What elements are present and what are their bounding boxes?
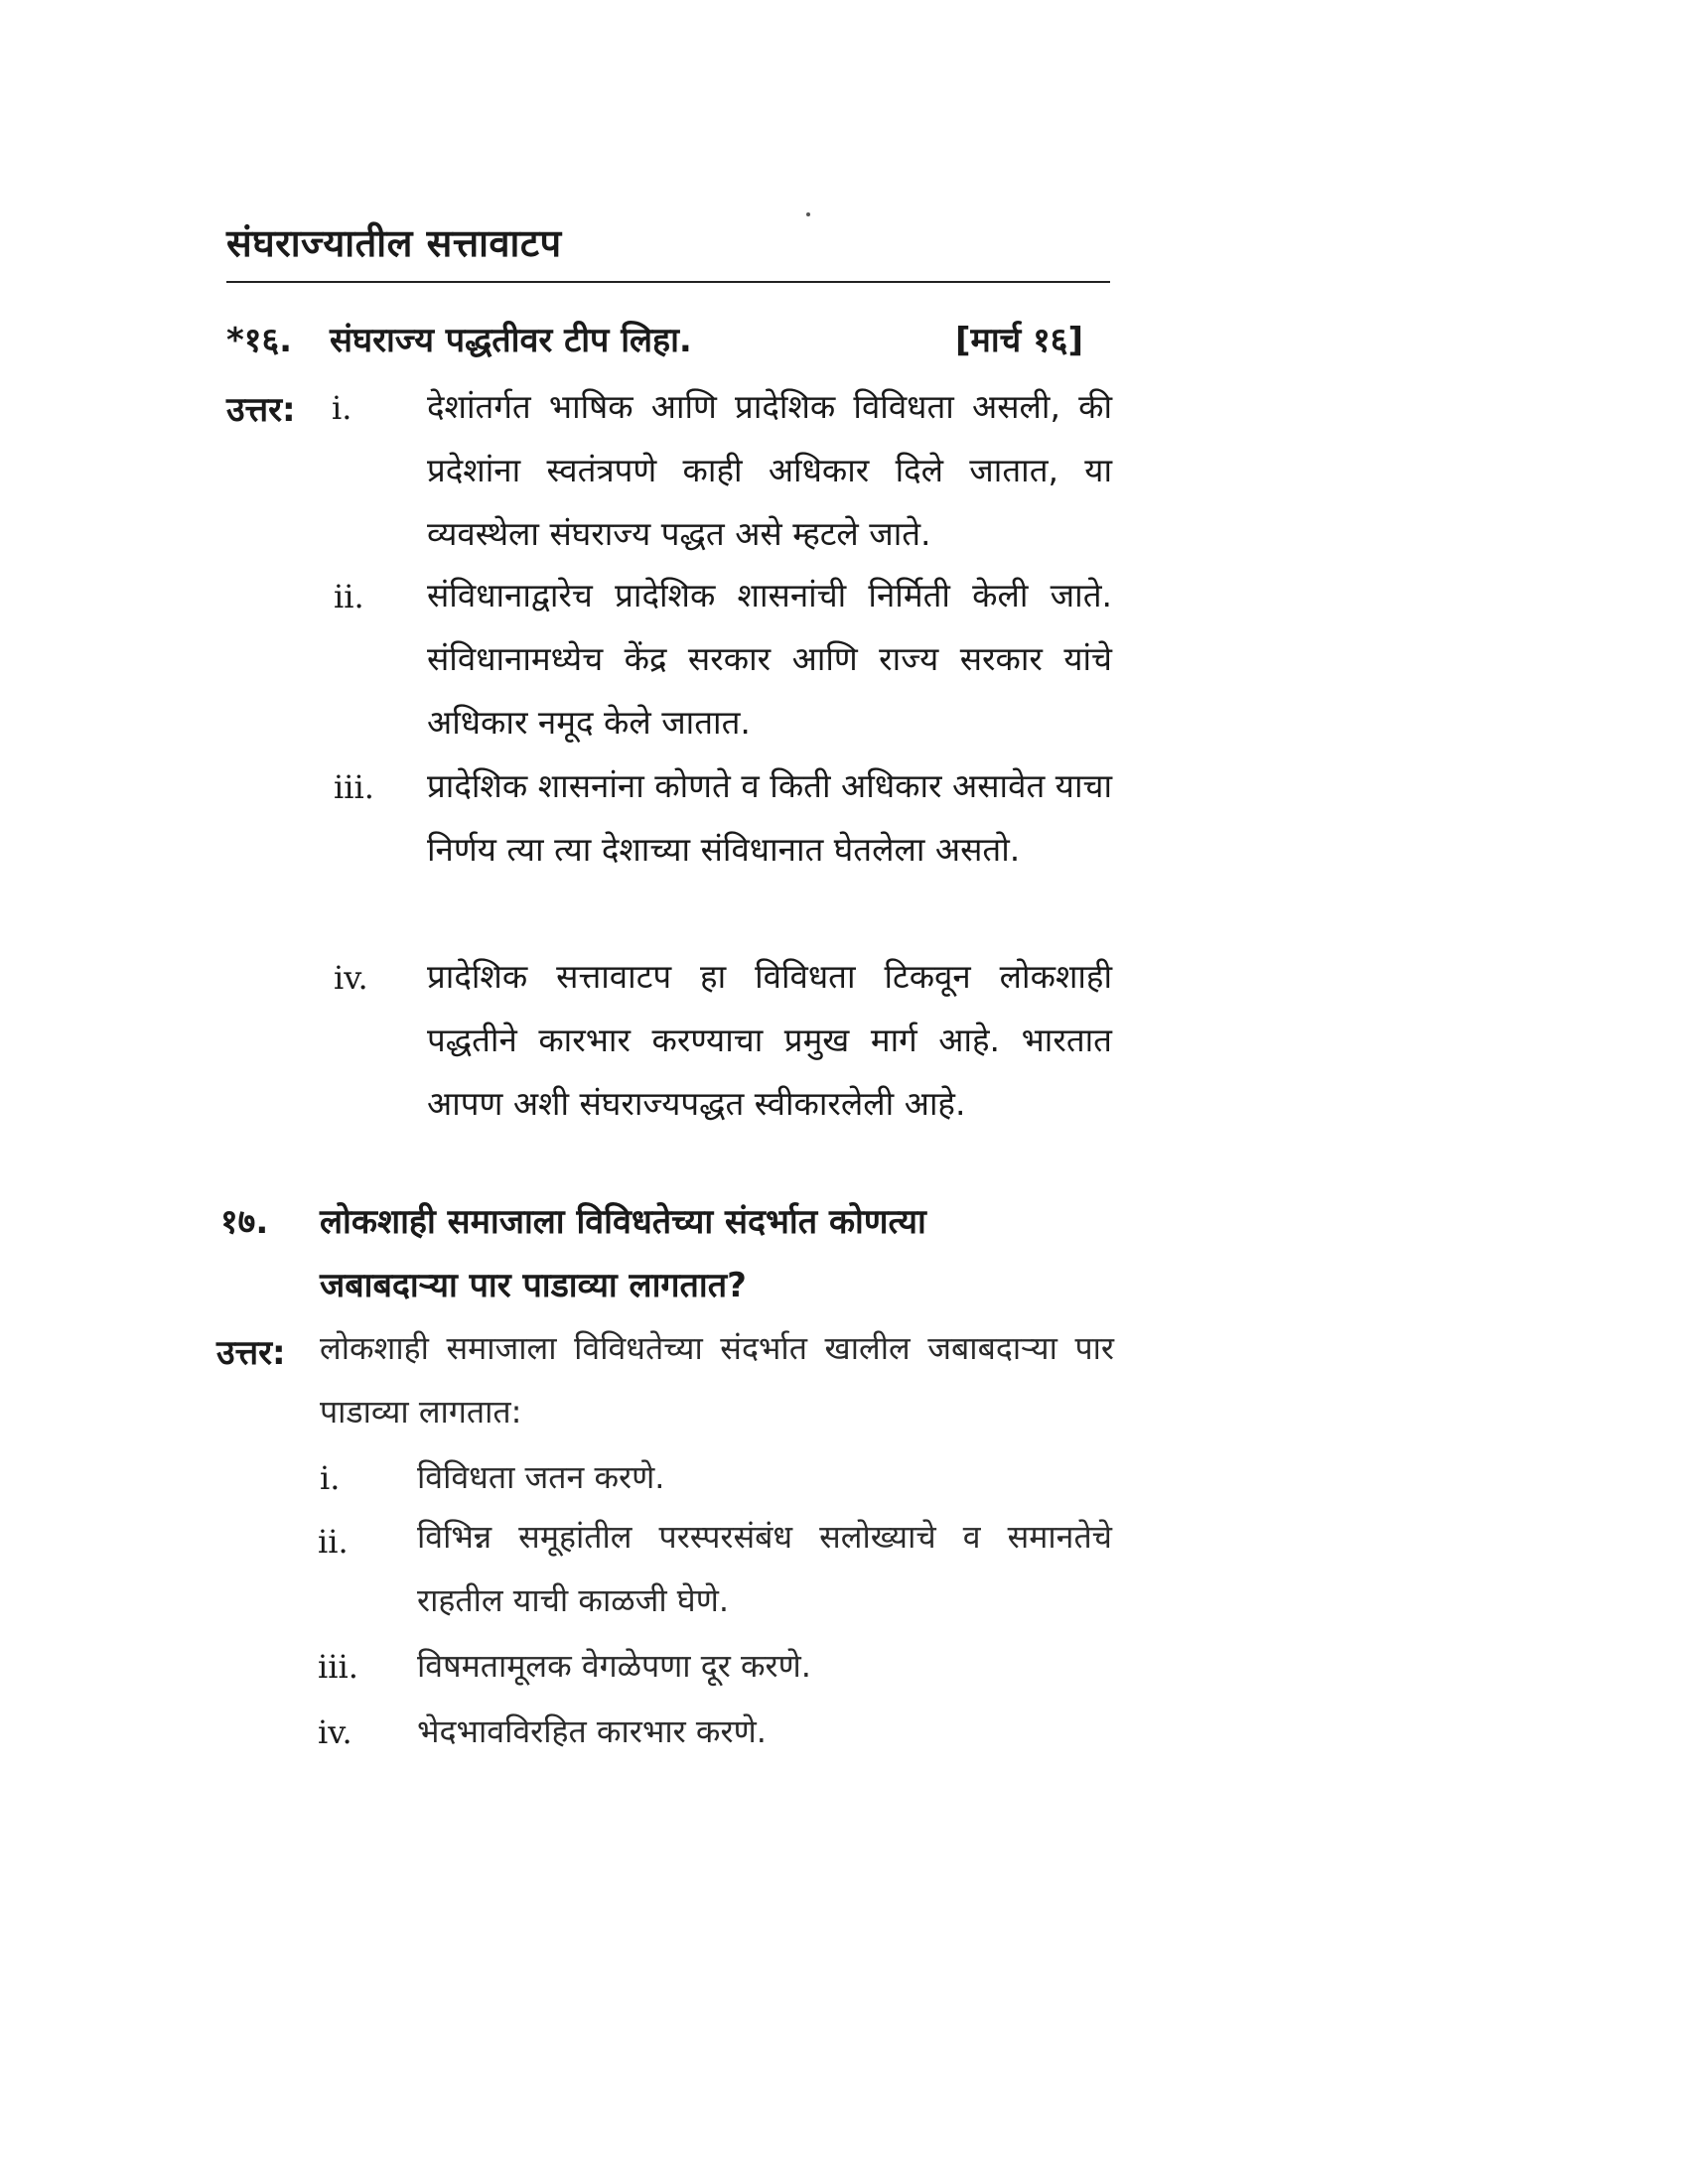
question-17-answer-label: उत्तर: [216, 1333, 286, 1373]
chapter-header: संघराज्यातील सत्तावाटप [226, 221, 562, 265]
q16-point-2-numeral: ii. [334, 578, 364, 615]
scan-speck [806, 212, 810, 216]
q17-point-2-numeral: ii. [318, 1523, 349, 1561]
question-17-number: १७. [220, 1202, 269, 1242]
q17-point-3-numeral: iii. [318, 1648, 358, 1686]
q16-point-4-numeral: iv. [334, 959, 368, 997]
header-divider [226, 281, 1110, 283]
q16-point-2-text: संविधानाद्वारेच प्रादेशिक शासनांची निर्मिती केली जाते. संविधानामध्येच केंद्र सरकार आणि राज्य सरकार यांचे अधिकार नमूद केले जातात. [427, 576, 1112, 742]
question-16-number: *१६. [226, 321, 293, 360]
question-16-text: संघराज्य पद्धतीवर टीप लिहा. [330, 321, 692, 360]
q16-point-3-text: प्रादेशिक शासनांना कोणते व किती अधिकार असावेत याचा निर्णय त्या त्या देशाच्या संविधानात घेतलेला असतो. [427, 766, 1112, 869]
q17-point-4-numeral: iv. [318, 1713, 352, 1751]
q16-point-4-text: प्रादेशिक सत्तावाटप हा विविधता टिकवून लोकशाही पद्धतीने कारभार करण्याचा प्रमुख मार्ग आहे. भारतात आपण अशी संघराज्यपद्धत स्वीकारलेली आहे. [427, 957, 1112, 1123]
q17-intro-text: लोकशाही समाजाला विविधतेच्या संदर्भात खालील जबाबदाऱ्या पार पाडाव्या लागतात: [320, 1329, 1114, 1431]
q17-point-3-text: विषमतामूलक वेगळेपणा दूर करणे. [417, 1647, 811, 1685]
q17-point-2-text: विभिन्न समूहांतील परस्परसंबंध सलोख्याचे व समानतेचे राहतील याची काळजी घेणे. [417, 1518, 1112, 1619]
q16-point-1-text: देशांतर्गत भाषिक आणि प्रादेशिक विविधता असली, की प्रदेशांना स्वतंत्रपणे काही अधिकार दिले जातात, या व्यवस्थेला संघराज्य पद्धत असे म्हटले जाते. [427, 387, 1112, 553]
q17-point-4-text: भेदभावविरहित कारभार करणे. [417, 1712, 767, 1750]
question-16-exam-tag: [मार्च १६] [955, 321, 1084, 360]
q16-point-3-numeral: iii. [334, 768, 374, 806]
q17-point-1-numeral: i. [320, 1459, 341, 1497]
question-16-answer-label: उत्तर: [226, 390, 296, 430]
q16-point-1-numeral: i. [332, 389, 352, 427]
question-17-text-line-1: लोकशाही समाजाला विविधतेच्या संदर्भात कोणत्या [320, 1202, 926, 1242]
q17-point-1-text: विविधता जतन करणे. [417, 1458, 665, 1496]
question-17-text-line-2: जबाबदाऱ्या पार पाडाव्या लागतात? [320, 1266, 747, 1305]
